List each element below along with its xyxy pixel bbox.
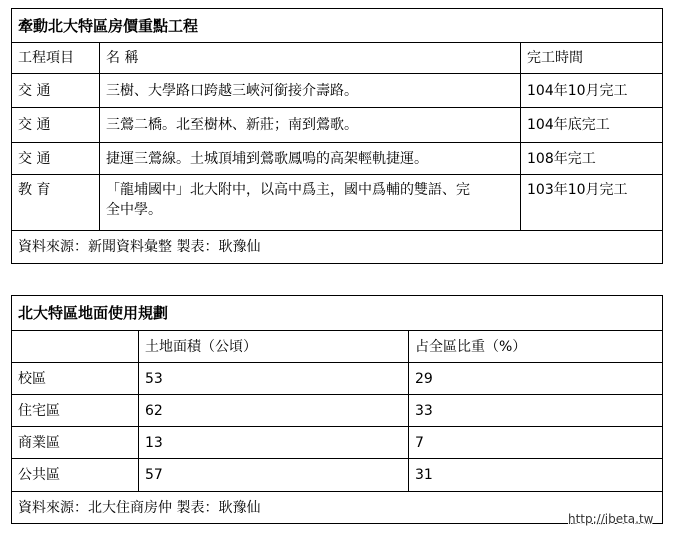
table-cell: 交 通: [12, 108, 100, 143]
column-header: [12, 331, 139, 363]
table-row: [12, 427, 663, 459]
table-cell: 交 通: [12, 143, 100, 175]
table-cell: 交 通: [12, 74, 100, 108]
table-cell: 33: [409, 395, 663, 427]
table-cell: 公共區: [12, 459, 139, 492]
site-watermark: http://ibeta.tw: [568, 512, 654, 526]
column-header: 工程項目: [12, 43, 100, 74]
table-cell: 7: [409, 427, 663, 459]
table-cell: 捷運三鶯線。土城頂埔到鶯歌鳳鳴的高架輕軌捷運。: [100, 143, 521, 175]
table-cell: 29: [409, 363, 663, 395]
table-row: [12, 74, 663, 108]
column-header: 名 稱: [100, 43, 521, 74]
table-title: 牽動北大特區房價重點工程: [12, 9, 663, 43]
table-cell: 三鶯二橋。北至樹林、新莊；南到鶯歌。: [100, 108, 521, 143]
table-cell: 三樹、大學路口跨越三峽河銜接介壽路。: [100, 74, 521, 108]
table-cell: 「龍埔國中」北大附中，以高中爲主，國中爲輔的雙語、完全中學。: [100, 175, 521, 231]
column-header: 完工時間: [521, 43, 663, 74]
land-use-table: [11, 295, 663, 524]
table-cell: 校區: [12, 363, 139, 395]
table-row: [12, 108, 663, 143]
table-cell: 62: [139, 395, 409, 427]
table-source-note: 資料來源：新聞資料彙整 製表：耿豫仙: [12, 231, 663, 264]
table-header-row: [12, 43, 663, 74]
table-cell: 教 育: [12, 175, 100, 231]
table-row: [12, 395, 663, 427]
table-cell: 商業區: [12, 427, 139, 459]
table-row: [12, 459, 663, 492]
table-cell: 53: [139, 363, 409, 395]
table-cell: 108年完工: [521, 143, 663, 175]
table-cell: 住宅區: [12, 395, 139, 427]
table-cell: 103年10月完工: [521, 175, 663, 231]
table-cell: 31: [409, 459, 663, 492]
table-source-note: 資料來源：北大住商房仲 製表：耿豫仙: [12, 492, 663, 524]
table-cell: 104年10月完工: [521, 74, 663, 108]
table-title: 北大特區地面使用規劃: [12, 296, 663, 331]
table-row: [12, 143, 663, 175]
table-cell: 104年底完工: [521, 108, 663, 143]
table-cell: 57: [139, 459, 409, 492]
construction-projects-table: [11, 8, 663, 264]
table-cell: 13: [139, 427, 409, 459]
table-row: [12, 363, 663, 395]
table-header-row: [12, 331, 663, 363]
table-row: [12, 175, 663, 231]
column-header: 土地面積（公頃）: [139, 331, 409, 363]
column-header: 占全區比重（%）: [409, 331, 663, 363]
